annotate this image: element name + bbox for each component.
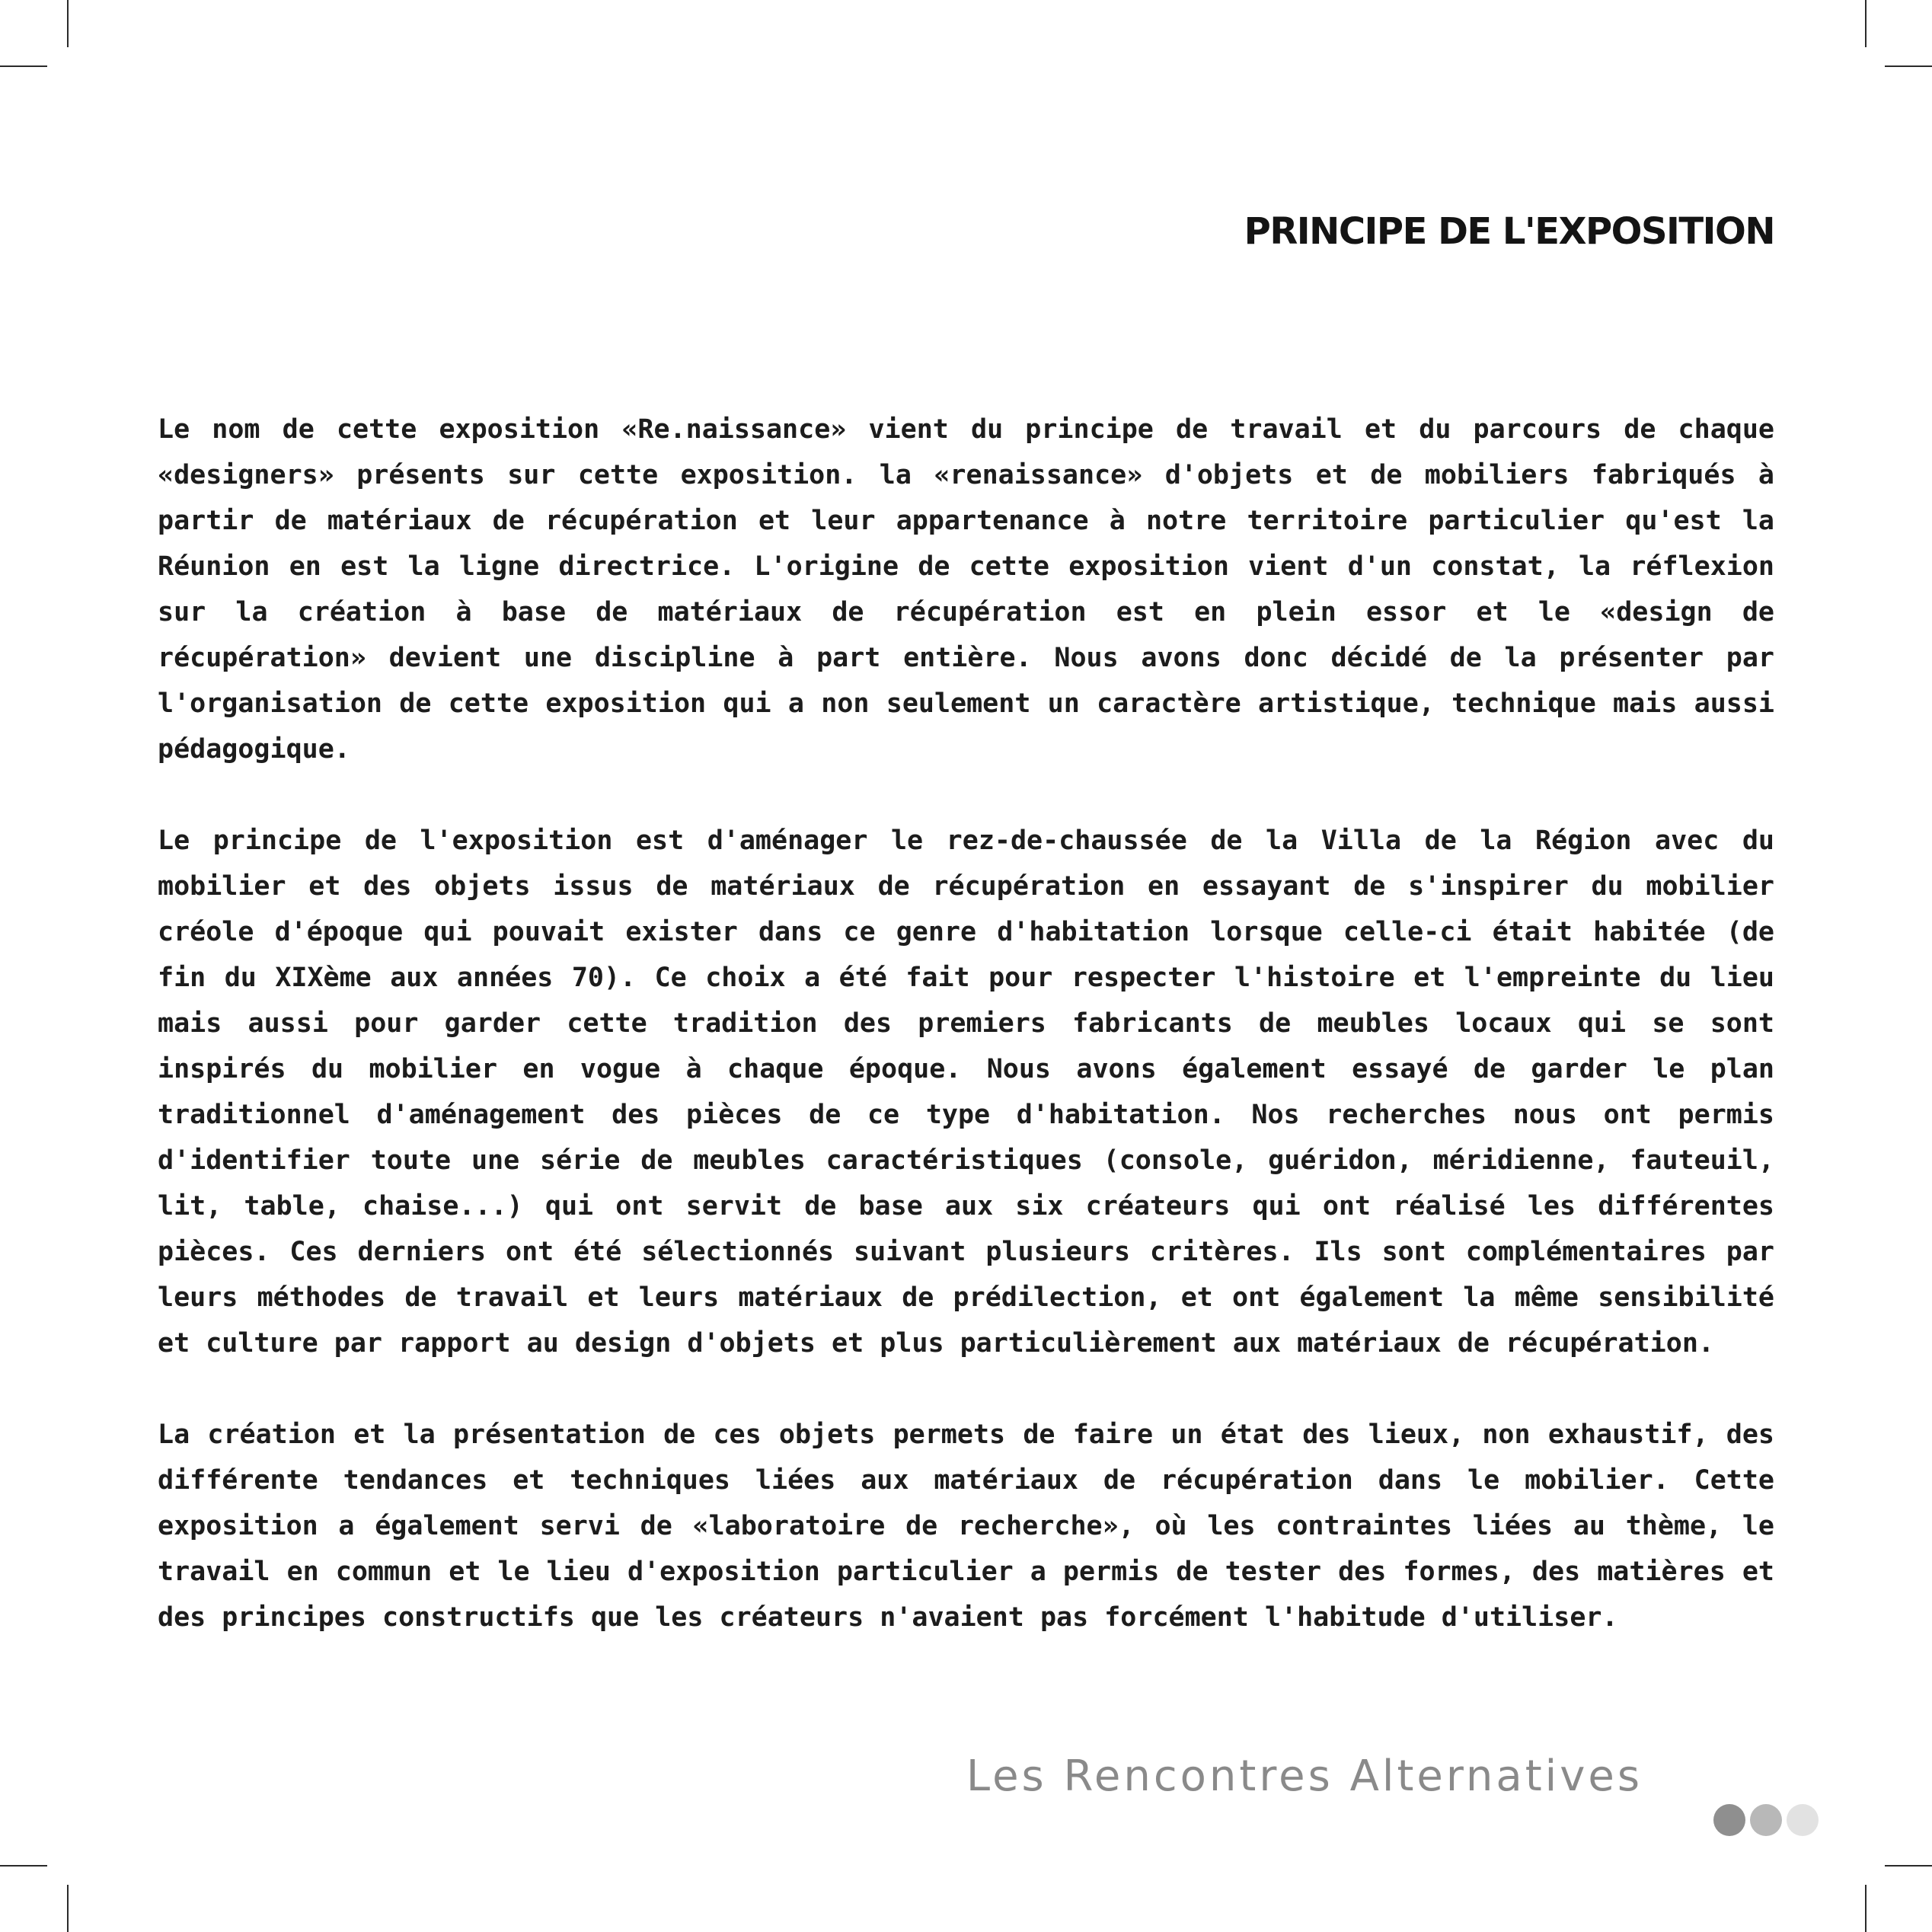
crop-mark-top-right-horizontal <box>1885 65 1932 67</box>
crop-mark-bottom-left-vertical <box>67 1885 69 1932</box>
paragraph-principle: Le principe de l'exposition est d'aménager le rez-de-chaussée de la Villa de la Région avec du mobilier et des objets issus de matériaux de récupération en essayant de s'inspirer du mobilier créole d'époque qui pouvait exister dans ce genre d'habitation lorsque celle-ci était habitée (de fin du XIXème aux années 70). Ce choix a été fait pour respecter l'histoire et l'empreinte du lieu mais aussi pour garder cette tradition des premiers fabricants de meubles locaux qui se sont inspirés du mobilier en vogue à chaque époque. Nous avons également essayé de garder le plan traditionnel d'aménagement des pièces de ce type d'habitation. Nos recherches nous ont permis d'identifier toute une série de meubles caractéristiques (console, guéridon, méridienne, fauteuil, lit, table, chaise...) qui ont servit de base aux six créateurs qui ont réalisé les différentes pièces. Ces derniers ont été sélectionnés suivant plusieurs critères. Ils sont complémentaires par leurs méthodes de travail et leurs matériaux de prédilection, et ont également la même sensibilité et culture par rapport au design d'objets et plus particulièrement aux matériaux de récupération. <box>158 825 1774 1359</box>
crop-mark-top-left-vertical <box>67 0 69 47</box>
crop-mark-bottom-left-horizontal <box>0 1865 47 1867</box>
footer-brand: Les Rencontres Alternatives <box>966 1752 1643 1801</box>
paragraph-creation: La création et la présentation de ces objets permets de faire un état des lieux, non exhaustif, des différente tendances et techniques liées aux matériaux de récupération dans le mobilier. Cette exposition a également servi de «laboratoire de recherche», où les contraintes liées au thème, le travail en commun et le lieu d'exposition particulier a permis de tester des formes, des matières et des principes constructifs que les créateurs n'avaient pas forcément l'habitude d'utiliser. <box>158 1419 1774 1633</box>
page-title: PRINCIPE DE L'EXPOSITION <box>1244 210 1774 253</box>
footer-dots <box>1713 1804 1819 1836</box>
crop-mark-bottom-right-horizontal <box>1885 1865 1932 1867</box>
footer-dot-3 <box>1787 1804 1819 1836</box>
crop-mark-top-right-vertical <box>1865 0 1867 47</box>
body-text <box>158 407 1774 1640</box>
paragraph-intro: Le nom de cette exposition «Re.naissance» vient du principe de travail et du parcours de chaque «designers» présents sur cette exposition. la «renaissance» d'objets et de mobiliers fabriqués à partir de matériaux de récupération et leur appartenance à notre territoire particulier qu'est la Réunion en est la ligne directrice. L'origine de cette exposition vient d'un constat, la réflexion sur la création à base de matériaux de récupération est en plein essor et le «design de récupération» devient une discipline à part entière. Nous avons donc décidé de la présenter par l'organisation de cette exposition qui a non seulement un caractère artistique, technique mais aussi pédagogique. <box>158 414 1774 765</box>
crop-mark-top-left-horizontal <box>0 65 47 67</box>
footer-dot-2 <box>1750 1804 1782 1836</box>
footer-dot-1 <box>1713 1804 1745 1836</box>
crop-mark-bottom-right-vertical <box>1865 1885 1867 1932</box>
